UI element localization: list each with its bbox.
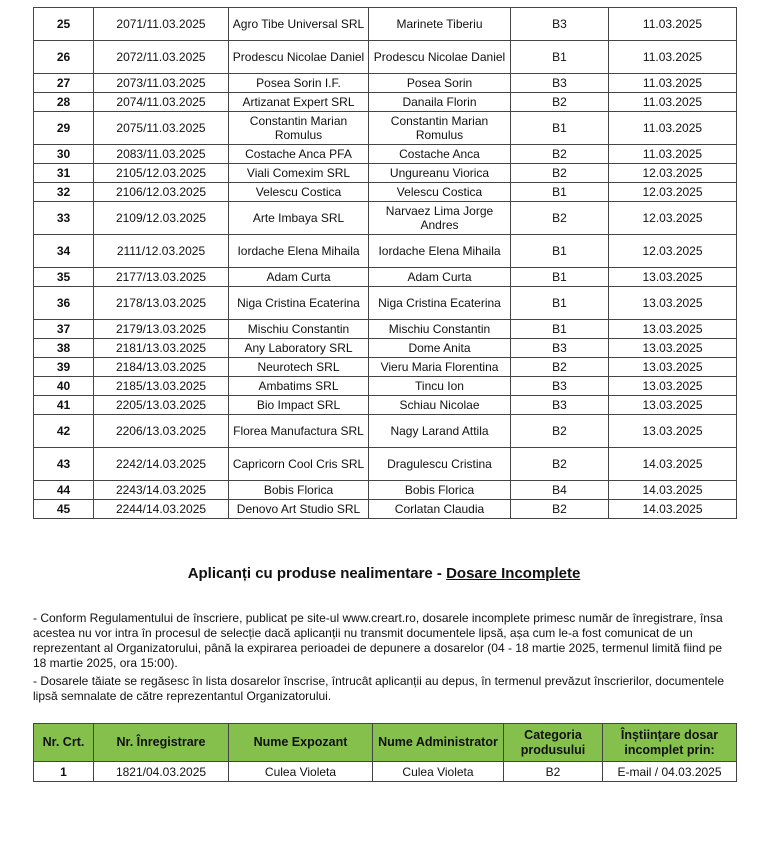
cell-registration: 2075/11.03.2025 (94, 112, 229, 145)
cell-exhibitor: Culea Violeta (229, 762, 373, 782)
header-nr-crt: Nr. Crt. (34, 724, 94, 762)
cell-date: 11.03.2025 (609, 145, 737, 164)
table-row (34, 762, 737, 782)
cell-registration: 2072/11.03.2025 (94, 41, 229, 74)
table-row (34, 74, 737, 93)
cell-registration: 2178/13.03.2025 (94, 287, 229, 320)
cell-registration: 2074/11.03.2025 (94, 93, 229, 112)
cell-nr: 29 (34, 112, 94, 145)
cell-category: B1 (511, 41, 609, 74)
cell-nr: 40 (34, 377, 94, 396)
cell-registration: 2205/13.03.2025 (94, 396, 229, 415)
cell-registration: 2184/13.03.2025 (94, 358, 229, 377)
cell-administrator: Nagy Larand Attila (369, 415, 511, 448)
cell-nr: 44 (34, 481, 94, 500)
cell-registration: 2206/13.03.2025 (94, 415, 229, 448)
cell-category: B2 (511, 164, 609, 183)
cell-administrator: Vieru Maria Florentina (369, 358, 511, 377)
table-row (34, 339, 737, 358)
cell-category: B1 (511, 235, 609, 268)
note-paragraph: - Dosarele tăiate se regăsesc în lista dosarelor înscrise, întrucât aplicanții au depus, în termenul prevăzut înscrierilor, documentele lipsă semnalate de către reprezentantul Organizatorului. (33, 674, 725, 703)
cell-category: B1 (511, 112, 609, 145)
cell-exhibitor: Any Laboratory SRL (229, 339, 369, 358)
cell-date: 11.03.2025 (609, 93, 737, 112)
cell-nr: 42 (34, 415, 94, 448)
cell-exhibitor: Agro Tibe Universal SRL (229, 8, 369, 41)
cell-category: B1 (511, 183, 609, 202)
cell-nr: 35 (34, 268, 94, 287)
table-row (34, 41, 737, 74)
cell-date: 14.03.2025 (609, 481, 737, 500)
cell-registration: 2242/14.03.2025 (94, 448, 229, 481)
cell-category: B4 (511, 481, 609, 500)
table-row (34, 358, 737, 377)
cell-exhibitor: Prodescu Nicolae Daniel (229, 41, 369, 74)
table-header-row (34, 724, 737, 762)
cell-date: 11.03.2025 (609, 74, 737, 93)
table-row (34, 268, 737, 287)
table-row (34, 93, 737, 112)
cell-exhibitor: Constantin Marian Romulus (229, 112, 369, 145)
table-row (34, 112, 737, 145)
cell-nr: 31 (34, 164, 94, 183)
cell-administrator: Ungureanu Viorica (369, 164, 511, 183)
cell-registration: 1821/04.03.2025 (94, 762, 229, 782)
cell-administrator: Constantin Marian Romulus (369, 112, 511, 145)
incomplete-files-table (33, 723, 737, 782)
cell-administrator: Danaila Florin (369, 93, 511, 112)
table-row (34, 500, 737, 519)
cell-category: B2 (511, 358, 609, 377)
cell-administrator: Costache Anca (369, 145, 511, 164)
cell-administrator: Dome Anita (369, 339, 511, 358)
table-row (34, 145, 737, 164)
cell-date: 11.03.2025 (609, 41, 737, 74)
cell-date: 13.03.2025 (609, 287, 737, 320)
cell-administrator: Schiau Nicolae (369, 396, 511, 415)
section-title-prefix: Aplicanți cu produse nealimentare - (187, 565, 447, 582)
cell-category: B2 (511, 202, 609, 235)
cell-category: B2 (511, 145, 609, 164)
cell-date: 12.03.2025 (609, 235, 737, 268)
cell-category: B3 (511, 74, 609, 93)
cell-date: 13.03.2025 (609, 396, 737, 415)
cell-exhibitor: Neurotech SRL (229, 358, 369, 377)
cell-administrator: Culea Violeta (373, 762, 504, 782)
cell-administrator: Posea Sorin (369, 74, 511, 93)
cell-registration: 2071/11.03.2025 (94, 8, 229, 41)
cell-date: 12.03.2025 (609, 164, 737, 183)
table-row (34, 287, 737, 320)
cell-exhibitor: Capricorn Cool Cris SRL (229, 448, 369, 481)
cell-date: 12.03.2025 (609, 202, 737, 235)
cell-exhibitor: Mischiu Constantin (229, 320, 369, 339)
applicants-table (33, 7, 737, 519)
table-row (34, 481, 737, 500)
cell-nr: 38 (34, 339, 94, 358)
cell-administrator: Tincu Ion (369, 377, 511, 396)
cell-registration: 2181/13.03.2025 (94, 339, 229, 358)
cell-exhibitor: Bio Impact SRL (229, 396, 369, 415)
header-category: Categoria produsului (504, 724, 603, 762)
table-row (34, 235, 737, 268)
cell-nr: 45 (34, 500, 94, 519)
cell-administrator: Bobis Florica (369, 481, 511, 500)
cell-exhibitor: Iordache Elena Mihaila (229, 235, 369, 268)
cell-nr: 41 (34, 396, 94, 415)
section-title (0, 565, 768, 582)
cell-category: B1 (511, 268, 609, 287)
cell-date: 13.03.2025 (609, 339, 737, 358)
header-administrator: Nume Administrator (373, 724, 504, 762)
cell-exhibitor: Arte Imbaya SRL (229, 202, 369, 235)
cell-registration: 2106/12.03.2025 (94, 183, 229, 202)
cell-exhibitor: Posea Sorin I.F. (229, 74, 369, 93)
cell-registration: 2244/14.03.2025 (94, 500, 229, 519)
cell-category: B3 (511, 377, 609, 396)
cell-registration: 2073/11.03.2025 (94, 74, 229, 93)
table-row (34, 320, 737, 339)
cell-exhibitor: Bobis Florica (229, 481, 369, 500)
cell-category: B3 (511, 339, 609, 358)
cell-registration: 2185/13.03.2025 (94, 377, 229, 396)
table-row (34, 8, 737, 41)
cell-exhibitor: Denovo Art Studio SRL (229, 500, 369, 519)
cell-nr: 39 (34, 358, 94, 377)
cell-registration: 2109/12.03.2025 (94, 202, 229, 235)
table-row (34, 377, 737, 396)
cell-registration: 2083/11.03.2025 (94, 145, 229, 164)
table-row (34, 202, 737, 235)
cell-registration: 2177/13.03.2025 (94, 268, 229, 287)
note-paragraph: - Conform Regulamentului de înscriere, publicat pe site-ul www.creart.ro, dosarele incomplete primesc număr de înregistrare, însa acestea nu vor intra în procesul de selecție dacă aplicanții nu transmit documentele lipsă, așa cum le-a fost comunicat de un reprezentant al Organizatorului, până la expirarea perioadei de depunere a dosarelor (04 - 18 martie 2025, termenul limită fiind pe 18 martie 2025, ora 15:00). (33, 611, 723, 670)
cell-category: B2 (504, 762, 603, 782)
cell-notice: E-mail / 04.03.2025 (603, 762, 737, 782)
cell-nr: 33 (34, 202, 94, 235)
cell-nr: 27 (34, 74, 94, 93)
cell-administrator: Corlatan Claudia (369, 500, 511, 519)
cell-nr: 32 (34, 183, 94, 202)
cell-exhibitor: Artizanat Expert SRL (229, 93, 369, 112)
cell-nr: 34 (34, 235, 94, 268)
cell-administrator: Prodescu Nicolae Daniel (369, 41, 511, 74)
cell-exhibitor: Viali Comexim SRL (229, 164, 369, 183)
cell-category: B1 (511, 287, 609, 320)
cell-date: 13.03.2025 (609, 377, 737, 396)
cell-exhibitor: Costache Anca PFA (229, 145, 369, 164)
cell-registration: 2179/13.03.2025 (94, 320, 229, 339)
table-row (34, 164, 737, 183)
cell-date: 11.03.2025 (609, 112, 737, 145)
cell-exhibitor: Florea Manufactura SRL (229, 415, 369, 448)
table-row (34, 183, 737, 202)
cell-administrator: Marinete Tiberiu (369, 8, 511, 41)
cell-nr: 26 (34, 41, 94, 74)
cell-nr: 28 (34, 93, 94, 112)
header-registration: Nr. Înregistrare (94, 724, 229, 762)
cell-date: 12.03.2025 (609, 183, 737, 202)
cell-administrator: Iordache Elena Mihaila (369, 235, 511, 268)
cell-category: B2 (511, 500, 609, 519)
cell-date: 13.03.2025 (609, 268, 737, 287)
cell-category: B2 (511, 415, 609, 448)
cell-category: B3 (511, 8, 609, 41)
cell-administrator: Mischiu Constantin (369, 320, 511, 339)
section-title-underlined: Dosare Incomplete (446, 565, 581, 582)
cell-date: 13.03.2025 (609, 415, 737, 448)
table-row (34, 396, 737, 415)
cell-nr: 30 (34, 145, 94, 164)
header-exhibitor: Nume Expozant (229, 724, 373, 762)
cell-category: B3 (511, 396, 609, 415)
cell-date: 13.03.2025 (609, 320, 737, 339)
cell-administrator: Adam Curta (369, 268, 511, 287)
cell-registration: 2111/12.03.2025 (94, 235, 229, 268)
cell-administrator: Velescu Costica (369, 183, 511, 202)
cell-category: B2 (511, 448, 609, 481)
table-row (34, 415, 737, 448)
cell-nr: 25 (34, 8, 94, 41)
cell-administrator: Dragulescu Cristina (369, 448, 511, 481)
cell-nr: 36 (34, 287, 94, 320)
cell-nr: 43 (34, 448, 94, 481)
cell-date: 14.03.2025 (609, 500, 737, 519)
table-row (34, 448, 737, 481)
cell-category: B2 (511, 93, 609, 112)
cell-registration: 2105/12.03.2025 (94, 164, 229, 183)
cell-exhibitor: Ambatims SRL (229, 377, 369, 396)
cell-category: B1 (511, 320, 609, 339)
cell-nr: 1 (34, 762, 94, 782)
cell-administrator: Niga Cristina Ecaterina (369, 287, 511, 320)
cell-exhibitor: Niga Cristina Ecaterina (229, 287, 369, 320)
cell-date: 13.03.2025 (609, 358, 737, 377)
cell-nr: 37 (34, 320, 94, 339)
cell-administrator: Narvaez Lima Jorge Andres (369, 202, 511, 235)
cell-date: 11.03.2025 (609, 8, 737, 41)
cell-registration: 2243/14.03.2025 (94, 481, 229, 500)
cell-exhibitor: Velescu Costica (229, 183, 369, 202)
cell-date: 14.03.2025 (609, 448, 737, 481)
header-notice: Înștiințare dosar incomplet prin: (603, 724, 737, 762)
cell-exhibitor: Adam Curta (229, 268, 369, 287)
